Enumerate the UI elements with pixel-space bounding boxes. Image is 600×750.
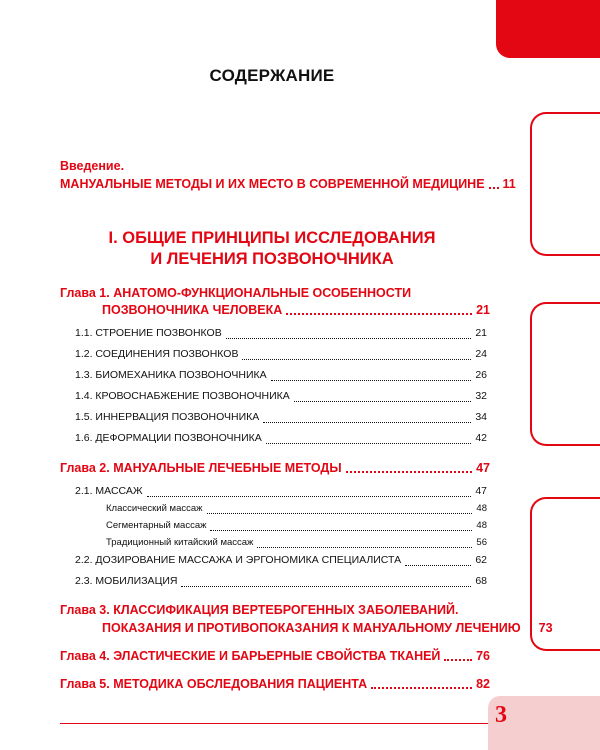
- toc-entry-1-6[interactable]: [75, 430, 487, 447]
- leader-dots: [226, 338, 472, 339]
- toc-page: 47: [475, 485, 487, 497]
- toc-label: 2.1. МАССАЖ: [75, 485, 143, 497]
- toc-label: 1.2. СОЕДИНЕНИЯ ПОЗВОНКОВ: [75, 348, 239, 360]
- ch3-page: 73: [538, 621, 553, 635]
- page-title: СОДЕРЖАНИЕ: [209, 66, 335, 85]
- toc-page: 62: [475, 554, 487, 566]
- intro-label: Введение.: [60, 159, 125, 173]
- page-number: 3: [495, 702, 507, 728]
- leader-dots: [257, 547, 472, 548]
- toc-label: Традиционный китайский массаж: [106, 537, 254, 548]
- toc-entry-ch1[interactable]: [102, 302, 490, 319]
- ch4-title: Глава 4. ЭЛАСТИЧЕСКИЕ И БАРЬЕРНЫЕ СВОЙСТВА ТКАНЕЙ: [60, 649, 441, 663]
- ch5-title: Глава 5. МЕТОДИКА ОБСЛЕДОВАНИЯ ПАЦИЕНТА: [60, 677, 368, 691]
- leader-dots: [346, 471, 473, 473]
- ch1-page: 21: [476, 303, 490, 317]
- leader-dots: [207, 513, 473, 514]
- ch2-title: Глава 2. МАНУАЛЬНЫЕ ЛЕЧЕБНЫЕ МЕТОДЫ: [60, 461, 342, 475]
- toc-entry-classic-massage[interactable]: [106, 500, 487, 517]
- toc-label: Классический массаж: [106, 503, 203, 514]
- intro-title: МАНУАЛЬНЫЕ МЕТОДЫ И ИХ МЕСТО В СОВРЕМЕННОЙ МЕДИЦИНЕ: [60, 177, 485, 191]
- intro-page: 11: [502, 177, 516, 191]
- toc-entry-chinese-massage[interactable]: [106, 534, 487, 551]
- toc-page: 42: [475, 432, 487, 444]
- leader-dots: [489, 187, 499, 189]
- part1-heading: [0, 228, 544, 270]
- toc-label: 1.6. ДЕФОРМАЦИИ ПОЗВОНОЧНИКА: [75, 432, 262, 444]
- ch1-title-line2: ПОЗВОНОЧНИКА ЧЕЛОВЕКА: [102, 303, 283, 317]
- toc-label: Сегментарный массаж: [106, 520, 207, 531]
- leader-dots: [271, 380, 472, 381]
- side-tab-2: [530, 302, 600, 446]
- toc-entry-1-2[interactable]: [75, 346, 487, 363]
- toc-page: 21: [475, 327, 487, 339]
- toc-page: 48: [476, 520, 487, 531]
- toc-entry-2-1[interactable]: [75, 483, 487, 500]
- toc-entry-ch3[interactable]: [102, 620, 553, 637]
- leader-dots: [444, 659, 472, 661]
- leader-dots: [181, 586, 471, 587]
- leader-dots: [286, 313, 472, 315]
- toc-page: 26: [475, 369, 487, 381]
- leader-dots: [405, 565, 471, 566]
- leader-dots: [371, 687, 472, 689]
- leader-dots: [210, 530, 472, 531]
- ch1-title-line1: Глава 1. АНАТОМО-ФУНКЦИОНАЛЬНЫЕ ОСОБЕННОСТИ: [60, 286, 412, 300]
- toc-page: 24: [475, 348, 487, 360]
- corner-tab: [496, 0, 600, 58]
- toc-entry-1-4[interactable]: [75, 388, 487, 405]
- toc-page: 34: [475, 411, 487, 423]
- toc-label: 1.5. ИННЕРВАЦИЯ ПОЗВОНОЧНИКА: [75, 411, 260, 423]
- toc-entry-ch4[interactable]: [60, 648, 490, 665]
- toc-entry-1-3[interactable]: [75, 367, 487, 384]
- toc-label: 2.2. ДОЗИРОВАНИЕ МАССАЖА И ЭРГОНОМИКА СПЕЦИАЛИСТА: [75, 554, 402, 566]
- leader-dots: [263, 422, 471, 423]
- toc-label: 1.4. КРОВОСНАБЖЕНИЕ ПОЗВОНОЧНИКА: [75, 390, 290, 402]
- ch4-page: 76: [476, 649, 490, 663]
- toc-entry-ch5[interactable]: [60, 676, 490, 693]
- toc-entry-1-1[interactable]: [75, 325, 487, 342]
- toc-entry-1-5[interactable]: [75, 409, 487, 426]
- ch2-page: 47: [476, 461, 490, 475]
- ch3-title-line1: Глава 3. КЛАССИФИКАЦИЯ ВЕРТЕБРОГЕННЫХ ЗАБОЛЕВАНИЙ.: [60, 603, 459, 617]
- part1-line2: И ЛЕЧЕНИЯ ПОЗВОНОЧНИКА: [150, 250, 394, 268]
- ch5-page: 82: [476, 677, 490, 691]
- leader-dots: [266, 443, 472, 444]
- toc-page: 68: [475, 575, 487, 587]
- toc-label: 1.1. СТРОЕНИЕ ПОЗВОНКОВ: [75, 327, 222, 339]
- ch3-title-line2: ПОКАЗАНИЯ И ПРОТИВОПОКАЗАНИЯ К МАНУАЛЬНОМУ ЛЕЧЕНИЮ: [102, 621, 521, 635]
- toc-entry-2-3[interactable]: [75, 573, 487, 590]
- toc-label: 1.3. БИОМЕХАНИКА ПОЗВОНОЧНИКА: [75, 369, 267, 381]
- toc-page: 56: [476, 537, 487, 548]
- part1-line1: I. ОБЩИЕ ПРИНЦИПЫ ИССЛЕДОВАНИЯ: [108, 229, 436, 247]
- toc-label: 2.3. МОБИЛИЗАЦИЯ: [75, 575, 178, 587]
- leader-dots: [147, 496, 472, 497]
- toc-page: 48: [476, 503, 487, 514]
- footer-rule: [60, 723, 488, 724]
- toc-entry-ch2[interactable]: [60, 460, 490, 477]
- toc-entry-intro[interactable]: [60, 176, 516, 193]
- leader-dots: [242, 359, 471, 360]
- toc-entry-segment-massage[interactable]: [106, 517, 487, 534]
- toc-entry-2-2[interactable]: [75, 552, 487, 569]
- toc-page: 32: [475, 390, 487, 402]
- leader-dots: [294, 401, 472, 402]
